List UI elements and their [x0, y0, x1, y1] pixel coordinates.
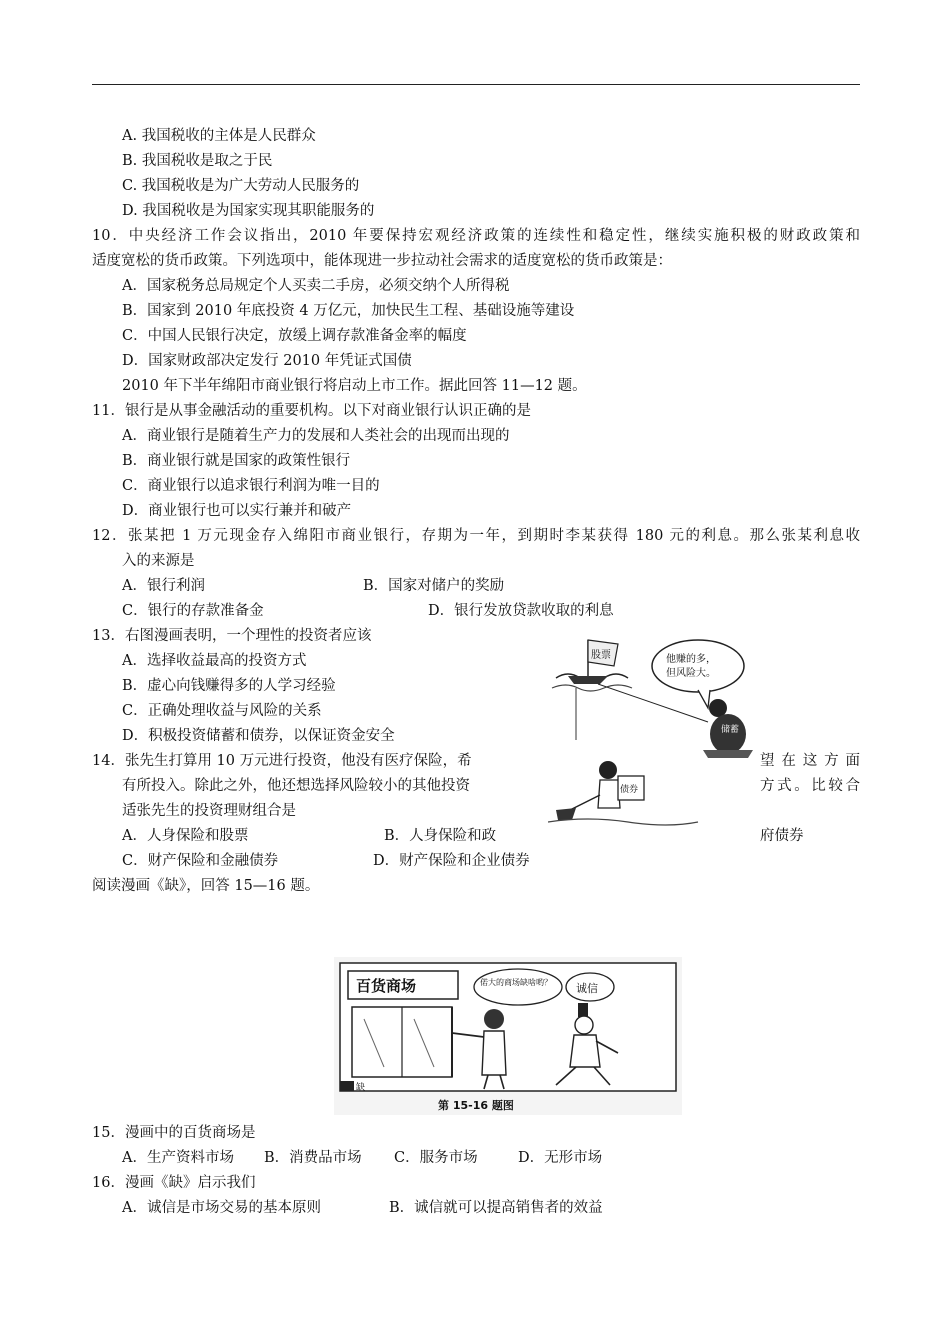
right-bubble-text: 诚信: [576, 982, 598, 995]
q14-option-c: C．财产保险和金融债券: [122, 853, 279, 869]
investment-cartoon: [548, 630, 760, 830]
q10-stem-line2: 适度宽松的货币政策。下列选项中，能体现进一步拉动社会需求的适度宽松的货币政策是：: [92, 253, 672, 269]
q10-stem-line1: 10．中央经济工作会议指出，2010 年要保持宏观经济政策的连续性和稳定性，继续实施积极的财政政策和: [92, 228, 860, 244]
q11-option-a: A．商业银行是随着生产力的发展和人类社会的出现而出现的: [122, 428, 510, 444]
q13-option-d: D．积极投资储蓄和债券，以保证资金安全: [122, 728, 395, 744]
q15-option-a: A．生产资料市场: [122, 1150, 234, 1166]
right-figure-head: [575, 1016, 593, 1034]
left-speech-bubble: [474, 969, 562, 1005]
q11-option-b: B．商业银行就是国家的政策性银行: [122, 453, 351, 469]
q14-option-b-left: B．人身保险和政: [384, 828, 497, 844]
cartoon-caption: 第 15-16 题图: [438, 1099, 514, 1112]
boat-shape: [568, 676, 608, 684]
ground-rock: [703, 750, 753, 758]
header-rule: [92, 84, 860, 85]
q16-option-b: B．诚信就可以提高销售者的效益: [389, 1200, 603, 1216]
speech-bubble: [652, 640, 744, 692]
ground-line: [548, 819, 698, 825]
q9-option-c: C. 我国税收是为广大劳动人民服务的: [122, 178, 360, 194]
q15-option-c: C．服务市场: [394, 1150, 478, 1166]
q10-option-d: D．国家财政部决定发行 2010 年凭证式国债: [122, 353, 412, 369]
store-cartoon: [334, 957, 682, 1115]
q9-option-d: D. 我国税收是为国家实现其职能服务的: [122, 203, 375, 219]
intro-15-16: 阅读漫画《缺》，回答 15—16 题。: [92, 878, 320, 894]
q12-stem-line1: 12．张某把 1 万元现金存入绵阳市商业银行，存期为一年，到期时李某获得 180 元的利息。那么张某利息收: [92, 528, 860, 544]
q15-stem: 15．漫画中的百货商场是: [92, 1125, 256, 1141]
corner-label: 缺: [356, 1083, 366, 1093]
figure-head: [709, 699, 727, 717]
left-figure-body: [482, 1031, 506, 1075]
left-figure-head: [484, 1009, 504, 1029]
q14-option-a: A．人身保险和股票: [122, 828, 249, 844]
q16-stem: 16．漫画《缺》启示我们: [92, 1175, 256, 1191]
q9-option-a: A. 我国税收的主体是人民群众: [122, 128, 316, 144]
savings-label: 储蓄: [721, 725, 740, 735]
shovel-blade: [556, 808, 576, 820]
intro-11-12: 2010 年下半年绵阳市商业银行将启动上市工作。据此回答 11—12 题。: [122, 378, 587, 394]
store-sign-text: 百货商场: [356, 977, 417, 995]
q14-stem-line2-right: 方式。比较合: [760, 778, 860, 794]
q13-option-b: B．虚心向钱赚得多的人学习经验: [122, 678, 336, 694]
q11-option-c: C．商业银行以追求银行利润为唯一目的: [122, 478, 380, 494]
bubble-line-1: 他赚的多，: [666, 654, 716, 665]
q12-option-a: A．银行利润: [122, 578, 205, 594]
right-figure-body: [570, 1035, 600, 1067]
q14-stem-line2-left: 有所投入。除此之外，他还想选择风险较小的其他投资: [122, 778, 470, 794]
wave-line: [552, 685, 632, 691]
q14-option-d: D．财产保险和企业债券: [373, 853, 530, 869]
q11-option-d: D．商业银行也可以实行兼并和破产: [122, 503, 352, 519]
q12-option-d: D．银行发放贷款收取的利息: [428, 603, 614, 619]
figure-body: [598, 780, 620, 808]
q9-option-b: B. 我国税收是取之于民: [122, 153, 273, 169]
q15-option-b: B．消费品市场: [264, 1150, 362, 1166]
q10-option-b: B．国家到 2010 年底投资 4 万亿元，加快民生工程、基础设施等建设: [122, 303, 575, 319]
figure-head: [599, 761, 617, 779]
corner-label-box: [340, 1081, 354, 1091]
q10-option-c: C．中国人民银行决定，放缓上调存款准备金率的幅度: [122, 328, 467, 344]
q14-option-b-right: 府债券: [760, 828, 804, 844]
q12-stem-line2: 入的来源是: [122, 553, 195, 569]
q13-option-c: C．正确处理收益与风险的关系: [122, 703, 322, 719]
q16-option-a: A．诚信是市场交易的基本原则: [122, 1200, 321, 1216]
q13-stem: 13．右图漫画表明，一个理性的投资者应该: [92, 628, 372, 644]
bubble-line-2: 但风险大。: [666, 668, 716, 679]
stock-flag-label: 股票: [591, 650, 611, 661]
q12-option-c: C．银行的存款准备金: [122, 603, 264, 619]
q14-stem-line1-right: 望在这方面: [760, 753, 860, 769]
left-bubble-text: 偌大的商场缺啥哟？: [480, 978, 552, 987]
q12-option-b: B．国家对储户的奖励: [363, 578, 505, 594]
q11-stem: 11．银行是从事金融活动的重要机构。以下对商业银行认识正确的是: [92, 403, 531, 419]
speech-bubble-tail: [698, 690, 710, 708]
right-figure-hat: [578, 1003, 588, 1017]
q13-option-a: A．选择收益最高的投资方式: [122, 653, 307, 669]
bonds-label: 债券: [620, 785, 639, 795]
q10-option-a: A．国家税务总局规定个人买卖二手房，必须交纳个人所得税: [122, 278, 510, 294]
q14-stem-line3: 适张先生的投资理财组合是: [122, 803, 296, 819]
q15-option-d: D．无形市场: [518, 1150, 603, 1166]
q14-stem-line1-left: 14．张先生打算用 10 万元进行投资，他没有医疗保险，希: [92, 753, 472, 769]
